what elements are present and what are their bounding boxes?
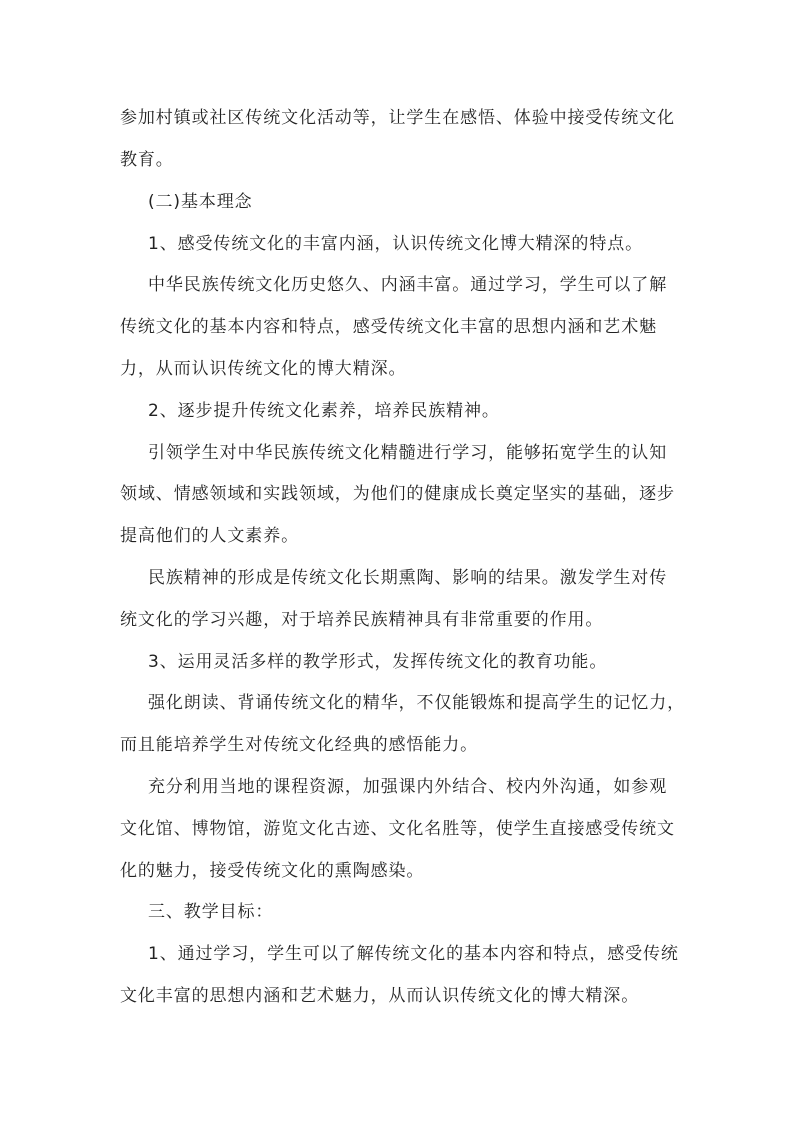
- paragraph-line: 文化丰富的思想内涵和艺术魅力，从而认识传统文化的博大精深。: [120, 986, 640, 1006]
- paragraph-line: 强化朗读、背诵传统文化的精华，不仅能锻炼和提高学生的记忆力，: [148, 693, 685, 713]
- paragraph-line: 1、通过学习，学生可以了解传统文化的基本内容和特点，感受传统: [148, 944, 679, 964]
- section-heading: 三、教学目标：: [148, 902, 274, 922]
- paragraph-line: 统文化的学习兴趣，对于培养民族精神具有非常重要的作用。: [120, 610, 604, 630]
- subsection-heading: 3、运用灵活多样的教学形式，发挥传统文化的教育功能。: [148, 652, 608, 672]
- paragraph-line: 领域、情感领域和实践领域，为他们的健康成长奠定坚实的基础，逐步: [120, 484, 675, 504]
- section-heading: (二)基本理念: [148, 192, 253, 212]
- paragraph-line: 中华民族传统文化历史悠久、内涵丰富。通过学习，学生可以了解: [148, 275, 668, 295]
- paragraph-line: 民族精神的形成是传统文化长期熏陶、影响的结果。激发学生对传: [148, 568, 668, 588]
- paragraph-line: 充分利用当地的课程资源，加强课内外结合、校内外沟通，如参观: [148, 777, 668, 797]
- paragraph-line: 而且能培养学生对传统文化经典的感悟能力。: [120, 735, 478, 755]
- subsection-heading: 1、感受传统文化的丰富内涵，认识传统文化博大精深的特点。: [148, 234, 644, 254]
- paragraph-line: 文化馆、博物馆，游览文化古迹、文化名胜等，使学生直接感受传统文: [120, 819, 675, 839]
- paragraph-line: 引领学生对中华民族传统文化精髓进行学习，能够拓宽学生的认知: [148, 443, 668, 463]
- paragraph-line: 参加村镇或社区传统文化活动等，让学生在感悟、体验中接受传统文化: [120, 108, 675, 128]
- paragraph-line: 教育。: [120, 150, 174, 170]
- paragraph-line: 传统文化的基本内容和特点，感受传统文化丰富的思想内涵和艺术魅: [120, 317, 657, 337]
- subsection-heading: 2、逐步提升传统文化素养，培养民族精神。: [148, 401, 500, 421]
- paragraph-line: 化的魅力，接受传统文化的熏陶感染。: [120, 861, 425, 881]
- paragraph-line: 提高他们的人文素养。: [120, 526, 299, 546]
- paragraph-line: 力，从而认识传统文化的博大精深。: [120, 359, 407, 379]
